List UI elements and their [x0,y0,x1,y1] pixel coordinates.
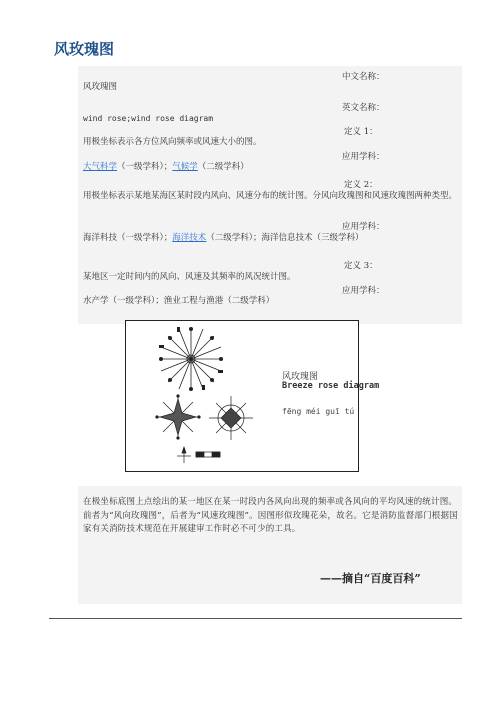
value-en-name: wind rose;wind rose diagram [83,114,214,123]
label-subject2: 应用学科： [342,222,385,232]
label-def2: 定义 2： [344,180,378,190]
label-en-name: 英文名称： [342,103,385,113]
wind-rose-diagrams-image [126,321,358,471]
figure-caption-pinyin: fēng méi guī tú [282,407,355,416]
label-subject1: 应用学科： [342,152,385,162]
value-subject2 [83,233,364,244]
value-cn-name: 风玫瑰图 [83,82,118,92]
subject2-part3: （二级学科）；海洋信息技术（三级学科） [206,233,364,243]
link-climatology[interactable]: 气候学 [172,162,198,172]
label-def3: 定义 3： [344,261,378,271]
value-def1: 用极坐标表示各方位风向频率或风速大小的图。 [83,137,262,147]
subject1-part3: （二级学科） [197,162,249,172]
label-cn-name: 中文名称： [342,72,385,82]
wind-rose-figure [125,320,380,472]
label-def1: 定义 1： [344,127,378,137]
source-attribution: ——摘自“百度百科” [320,572,421,585]
subject1-part1: （一级学科）； [117,162,173,172]
footer-divider [49,618,462,619]
link-atmospheric-science[interactable]: 大气科学 [83,162,118,172]
page-title: 风玫瑰图 [54,40,115,58]
value-def2: 用极坐标表示某地某海区某时段内风向、风速分布的统计图。分风向玫瑰图和风速玫瑰图两种类型。 [83,191,458,201]
description-paragraph: 在极坐标底图上点绘出的某一地区在某一时段内各风向出现的频率或各风向的平均风速的统计图。前者为“风向玫瑰图”，后者为“风速玫瑰图”。因图形似玫瑰花朵，故名。它是消防监督部门根据国家有关消防技术规范在开展建审工作时必不可少的工具。 [83,497,458,534]
link-marine-technology[interactable]: 海洋技术 [172,233,207,243]
subject2-part1: 海洋科技（一级学科）； [83,233,173,243]
value-subject3: 水产学（一级学科）；渔业工程与渔港（二级学科） [83,296,275,306]
value-def3: 某地区一定时间内的风向、风速及其频率的风况统计图。 [83,272,296,282]
label-subject3: 应用学科： [342,286,385,296]
figure-caption-en: Breeze rose diagram [282,381,380,391]
figure-caption-cn: 风玫瑰图 [282,372,319,382]
value-subject1 [83,162,249,173]
